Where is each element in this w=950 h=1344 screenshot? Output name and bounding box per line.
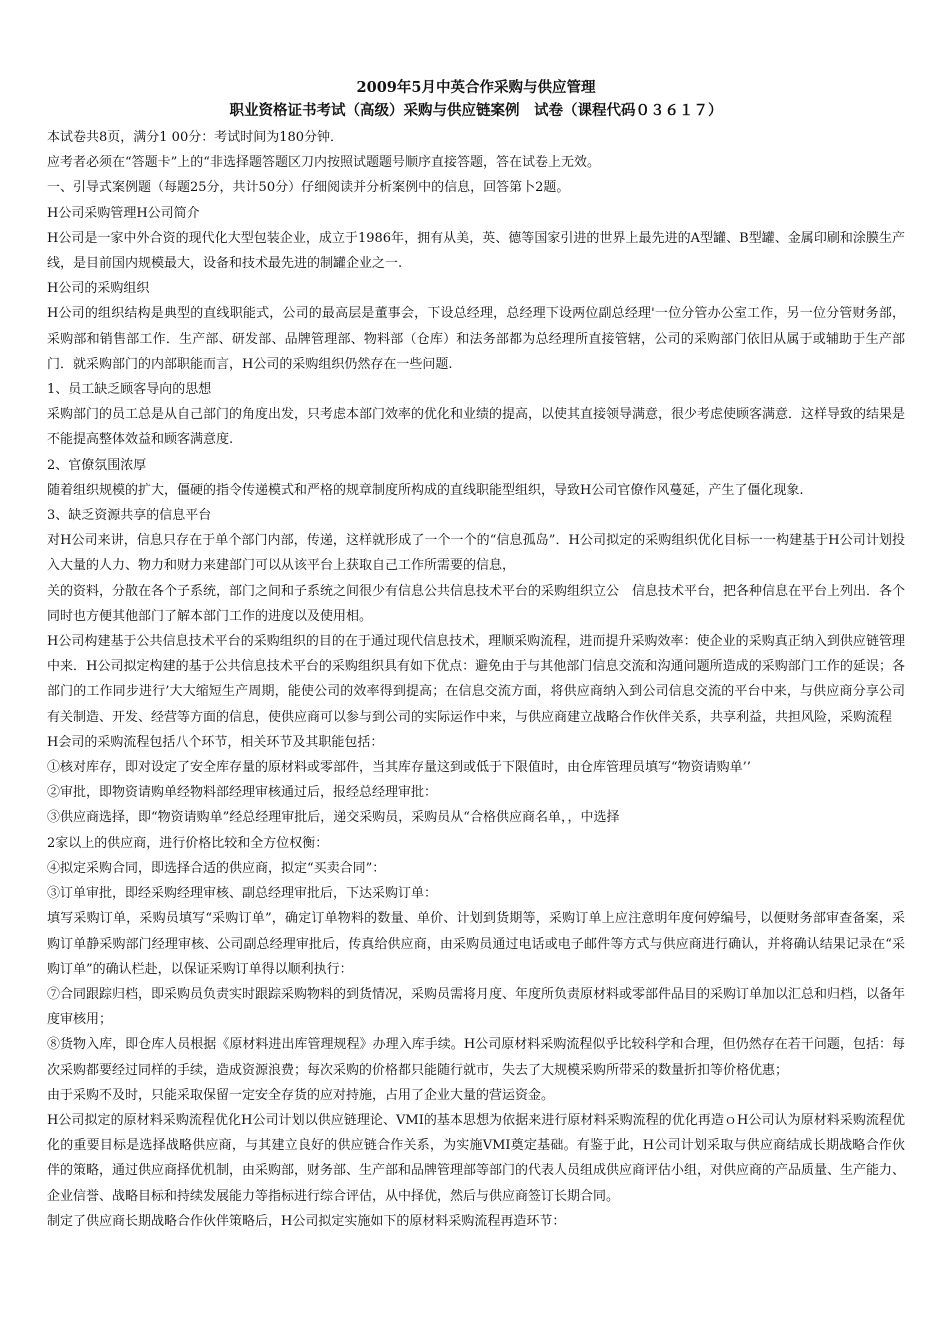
paragraph: 2、官僚氛围浓厚 (47, 457, 147, 473)
paragraph: 对H公司来讲，信息只存在于单个部门内部，传递，这样就形成了一个一个的“信息孤岛”．H公司拟定的采购组织优化目标一一构建基于H公司计划投入大量的人力、物力和财力来建部门可以从该平台上获取自己工作所需要的信息， (47, 533, 905, 574)
document-page (47, 76, 905, 1234)
document-body (47, 125, 905, 1234)
paragraph: ②审批，即物资请购单经物料部经理审核通过后，报经总经理审批： (47, 785, 438, 801)
paragraph: H公司的组织结构是典型的直线职能式，公司的最高层是董事会，下设总经理，总经理下设两位副总经理'一位分管办公室工作，另一位分管财务部，采购部和销售部工作．生产部、研发部、品牌管理部、物料部（仓库）和法务部都为总经理所直接管辖，公司的采购部门依旧从属于或辅助于生产部门．就采购部门的内部职能而言，H公司的采购组织仍然存在一些问题. (47, 306, 905, 372)
document-title-line1: 2009年5月中英合作采购与供应管理 (356, 79, 596, 96)
paragraph: H公司构建基于公共信息技术平台的采购组织的目的在于通过现代信息技术，理顺采购流程，进而提升采购效率：使企业的采购真正纳入到供应链管理中来．H公司拟定构建的基于公共信息技术平台的采购组织具有如下优点：避免由于与其他部门信息交流和沟通问题所造成的采购部门工作的延误；各部门的工作同步进行’大大缩短生产周期，能使公司的效率得到提高；在信息交流方面，将供应商纳入到公司信息交流的平台中来，与供应商分享公司有关制造、开发、经营等方面的信息，使供应商可以参与到公司的实际运作中来，与供应商建立战略合作伙伴关系，共享利益，共担风险，采购流程 (47, 634, 905, 725)
paragraph: 3、缺乏资源共享的信息平台 (47, 508, 212, 524)
paragraph: 应考者必须在“答题卡”上的“非选择题答题区刀内按照试题题号顺序直接答题，答在试卷上无效。 (47, 155, 600, 171)
document-title-line2: 职业资格证书考试（高级）采购与供应链案例 试卷（课程代码０３６１７） (229, 102, 723, 119)
paragraph: H公司采购管理H公司简介 (47, 205, 200, 221)
paragraph: H公司是一家中外合资的现代化大型包装企业，成立于1986年，拥有从美，英、德等国家引进的世界上最先进的A型罐、B型罐、金属印刷和涂膜生产线，是目前国内规模最大，设备和技术最先进的制罐企业之一. (47, 230, 905, 272)
paragraph: H公司拟定的原材料采购流程优化H公司计划以供应链理论、VMI的基本思想为依据来进行原材料采购流程的优化再造ｏH公司认为原材料采购流程优化的重要目标是选择战略供应商，与其建立良好的供应链合作关系，为实施VMI奠定基础。有鉴于此，H公司计划采取与供应商结成长期战略合作伙伴的策略，通过供应商择优机制，由采购部，财务部、生产部和品牌管理部等部门的代表人员组成供应商评估小组，对供应商的产品质量、生产能力、企业信誉、战略目标和持续发展能力等指标进行综合评估，从中择优，然后与供应商签订长期合同。 (47, 1112, 906, 1204)
paragraph: 由于采购不及时，只能采取保留一定安全存货的应对持施，占用了企业大量的营运资金。 (47, 1087, 555, 1103)
paragraph: ①核对库存，即对设定了安全库存量的原材料或零部件，当其库存量这到或低于下限值时，由仓库管理员填写“物资请购单’’ (47, 760, 751, 776)
paragraph: 一、引导式案例题（每题25分，共计50分）仔细阅读并分析案例中的信息，回答第卜2题。 (47, 180, 570, 196)
paragraph: 关的资料，分散在各个子系统，部门之间和子系统之间很少有信息公共信息技术平台的采购组织立公 信息技术平台，把各种信息在平台上列出．各个同时也方便其他部门了解本部门工作的进度以及使用相。 (47, 583, 906, 624)
paragraph: H会司的采购流程包括八个环节，相关环节及其职能包括： (47, 734, 384, 750)
paragraph: ③供应商选择，即“物资请购单”经总经理审批后，递交采购员，采购员从“合格供应商名单，，中选择 (47, 810, 620, 826)
paragraph: 制定了供应商长期战略合作伙伴策略后，H公司拟定实施如下的原材料采购流程再造环节： (47, 1213, 566, 1229)
paragraph: ④拟定采购合同，即选择合适的供应商，拟定“买卖合同”： (47, 860, 386, 876)
paragraph: 采购部门的员工总是从自己部门的角度出发，只考虑本部门效率的优化和业绩的提高，以使其直接领导满意，很少考虑使顾客满意．这样导致的结果是不能提高整体效益和顾客满意度. (47, 407, 906, 448)
paragraph: ⑧货物入库，即仓库人员根据《原材料进出库管理规程》办理入库手续。H公司原材料采购流程似乎比较科学和合理，但仍然存在若干问题，包括：每次采购都要经过同样的手续，造成资源浪费；每次采购的价格都只能随行就市，失去了大规模采购所带采的数量折扣等价格优惠； (47, 1037, 905, 1078)
paragraph: 2家以上的供应商，进行价格比较和全方位权衡： (47, 835, 329, 851)
paragraph: 本试卷共8页，满分1 00分：考试时间为180分钟． (47, 130, 344, 145)
paragraph: 1、员工缺乏顾客导向的思想 (47, 382, 212, 398)
paragraph: 随着组织规模的扩大，僵硬的指令传递模式和严格的规章制度所构成的直线职能型组织，导致H公司官僚作风蔓延，产生了僵化现象. (47, 482, 804, 498)
paragraph: ⑦合同跟踪归档，即采购员负责实时跟踪采购物料的到货情况，采购员需将月度、年度所负责原材料或零部件品目的采购订单加以汇总和归档，以备年度审核用； (47, 986, 906, 1028)
paragraph: 填写采购订单，采购员填写“采购订单”，确定订单物料的数量、单价、计划到货期等，采购订单上应注意明年度何婷编号，以便财务部审查备案，采购订单静采购部门经理审核、公司副总经理审批后，传真给供应商，由采购员通过电话或电子邮件等方式与供应商进行确认，并将确认结果记录在“采购订单”的确认栏赴，以保证采购订单得以顺利执行： (47, 911, 905, 977)
paragraph: ③订单审批，即经采购经理审核、副总经理审批后，下达采购订单： (47, 886, 438, 902)
paragraph: H公司的采购组织 (47, 281, 150, 297)
